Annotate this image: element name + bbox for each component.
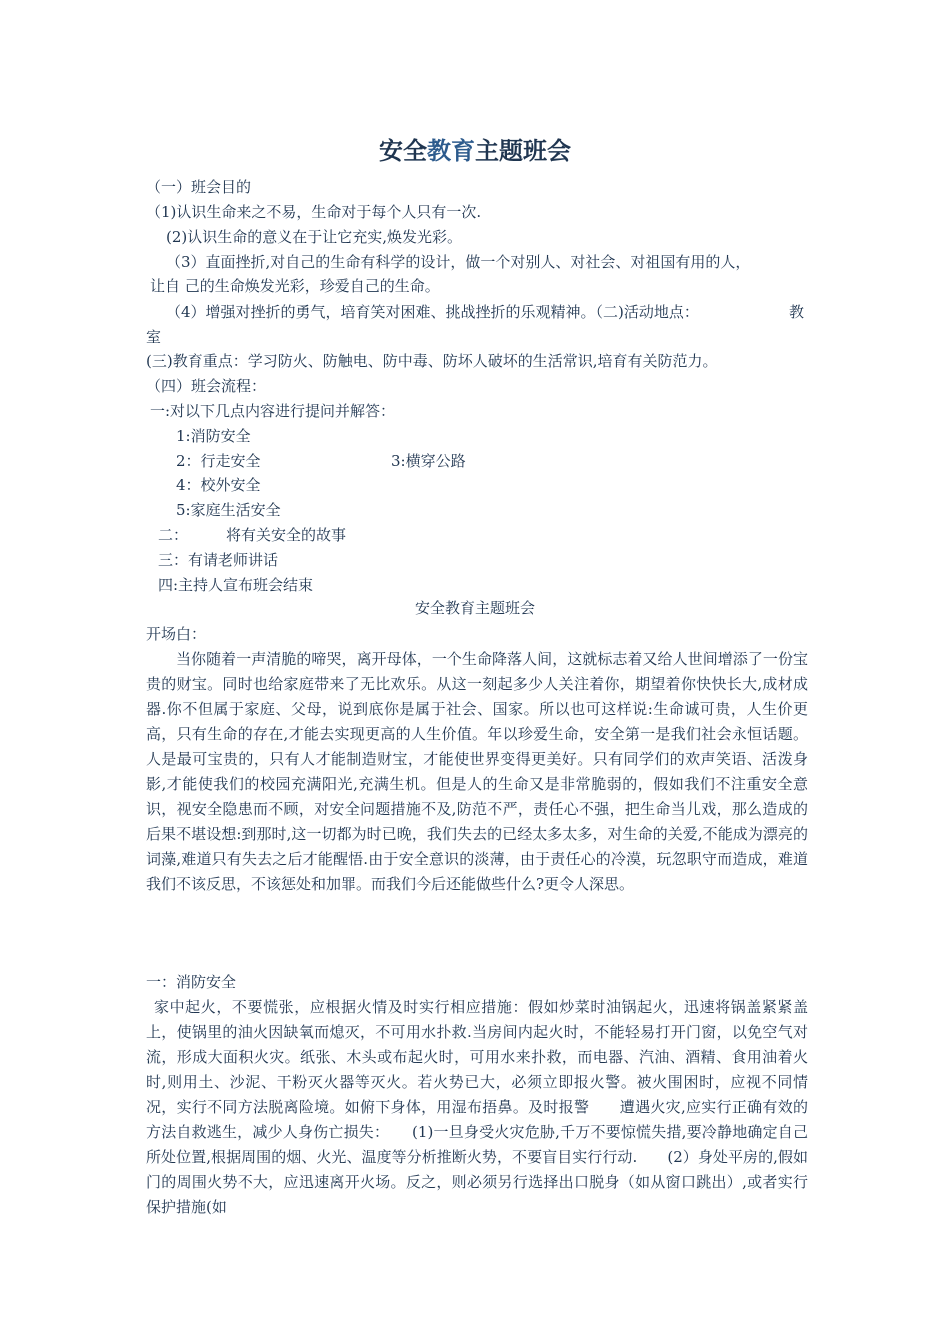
flow-step-4: 四:主持人宣布班会结束 bbox=[158, 576, 314, 594]
fire-safety-paragraph: 家中起火，不要慌张，应根据火情及时实行相应措施：假如炒菜时油锅起火，迅速将锅盖紧紧盖上，使锅里的油火因缺氧而熄灭，不可用水扑救.当房间内起火时，不能轻易打开门窗，以免空气对流，形成大面积火灾。纸张、木头或布起火时，可用水来扑救，而电器、汽油、酒精、食用油着火时,则用土、沙泥、干粉灭火器等灭火。若火势已大，必须立即报火警。被火围困时，应视不同情况，实行不同方法脱离险境。如俯下身体，用湿布捂鼻。及时报警 遭遇火灾,应实行正确有效的方法自救逃生，减少人身伤亡损失： (1)一旦身受火灾危胁,千万不要惊慌失措,要冷静地确定自己所处位置,根据周围的烟、火光、温度等分析推断火势，不要盲目实行行动. (2）身处平房的,假如门的周围火势不大，应迅速离开火场。反之，则必须另行选择出口脱身（如从窗口跳出）,或者实行保护措施(如 bbox=[146, 998, 808, 1216]
topic-item-1: 1:消防安全 bbox=[176, 427, 251, 445]
document-title bbox=[0, 134, 950, 168]
title-part-3: 主题班会 bbox=[475, 136, 571, 165]
topic-item-5: 5:家庭生活安全 bbox=[176, 501, 281, 519]
section-subtitle: 安全教育主题班会 bbox=[414, 599, 535, 617]
goal-3-line-2: 让自 己的生命焕发光彩，珍爱自己的生命。 bbox=[150, 277, 440, 295]
section-3-focus: (三)教育重点：学习防火、防触电、防中毒、防坏人破坏的生活常识,培育有关防范力。 bbox=[146, 352, 718, 370]
opening-label: 开场白： bbox=[146, 625, 207, 643]
goal-3-line-1: （3）直面挫折,对自己的生命有科学的设计，做一个对别人、对社会、对祖国有用的人， bbox=[166, 253, 751, 271]
topic-item-3: 3:横穿公路 bbox=[391, 452, 466, 470]
topic-item-2: 2：行走安全 bbox=[176, 452, 261, 470]
goal-1: （1)认识生命来之不易，生命对于每个人只有一次. bbox=[146, 203, 482, 221]
flow-step-2-label: 二： bbox=[158, 526, 189, 544]
topic-item-4: 4：校外安全 bbox=[176, 476, 261, 494]
flow-step-3: 三：有请老师讲话 bbox=[158, 551, 279, 569]
section-1-heading: （一）班会目的 bbox=[146, 178, 252, 196]
flow-step-1: 一:对以下几点内容进行提问并解答： bbox=[150, 402, 396, 420]
flow-step-2-text: 将有关安全的故事 bbox=[226, 526, 347, 544]
goal-4-place-a: 教 bbox=[789, 303, 805, 321]
goal-4-line-1: （4）增强对挫折的勇气，培育笑对困难、挑战挫折的乐观精神。（二)活动地点： bbox=[166, 303, 699, 321]
goal-4-place-b: 室 bbox=[146, 328, 162, 346]
fire-safety-heading: 一：消防安全 bbox=[146, 973, 237, 991]
title-part-1: 安全 bbox=[379, 136, 427, 165]
opening-paragraph: 当你随着一声清脆的啼哭，离开母体，一个生命降落人间，这就标志着又给人世间增添了一份宝贵的财宝。同时也给家庭带来了无比欢乐。从这一刻起多少人关注着你，期望着你快快长大,成材成器.你不但属于家庭、父母，说到底你是属于社会、国家。所以也可这样说:生命诚可贵，人生价更高，只有生命的存在,才能去实现更高的人生价值。年以珍爱生命，安全第一是我们社会永恒话题。 人是最可宝贵的，只有人才能制造财宝，才能使世界变得更美好。只有同学们的欢声笑语、活泼身影,才能使我们的校园充满阳光,充满生机。但是人的生命又是非常脆弱的，假如我们不注重安全意识，视安全隐患而不顾，对安全问题措施不及,防范不严，责任心不强，把生命当儿戏，那么造成的后果不堪设想:到那时,这一切都为时已晚，我们失去的已经太多太多，对生命的关爱,不能成为漂亮的词藻,难道只有失去之后才能醒悟.由于安全意识的淡薄，由于责任心的冷漠，玩忽职守而造成，难道我们不该反思，不该惩处和加罪。而我们今后还能做些什么?更令人深思。 bbox=[146, 650, 808, 893]
title-part-2: 教育 bbox=[427, 136, 475, 165]
section-4-heading: （四）班会流程： bbox=[146, 377, 267, 395]
goal-2: (2)认识生命的意义在于让它充实,焕发光彩。 bbox=[166, 228, 463, 246]
